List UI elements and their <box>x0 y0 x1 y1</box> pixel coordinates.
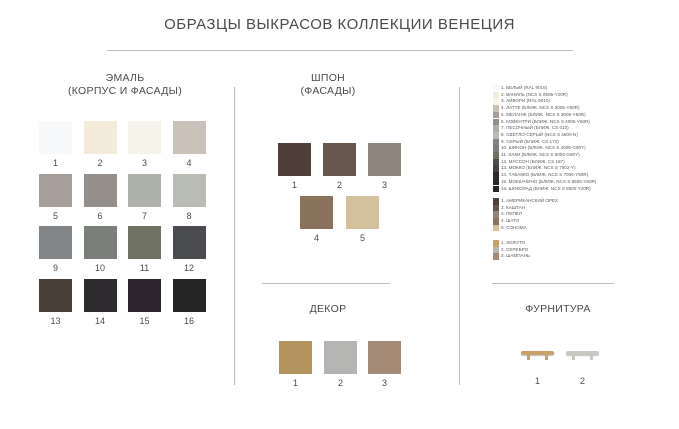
decor-divider <box>262 283 390 284</box>
enamel-swatch-number: 16 <box>183 315 194 326</box>
legend-color-chip <box>493 186 499 193</box>
legend-label: 2. КАШТАН <box>501 204 526 210</box>
legend-color-chip <box>493 105 499 112</box>
enamel-title-line2: (КОРПУС И ФАСАДЫ) <box>67 85 183 97</box>
veneer-title-line1: ШПОН <box>310 72 346 84</box>
legend-label: 12. МУССОН (БЛИЖ. CS 187) <box>501 158 565 164</box>
hardware-divider <box>492 283 614 284</box>
legend-color-chip <box>493 172 499 179</box>
legend-color-chip <box>493 165 499 172</box>
enamel-swatch-12 <box>173 226 206 259</box>
enamel-swatch-number: 3 <box>141 158 147 168</box>
enamel-swatch-number: 11 <box>139 263 150 273</box>
hardware-title: ФУРНИТУРА <box>525 303 591 315</box>
legend-color-chip <box>493 152 499 159</box>
legend-color-chip <box>493 119 499 126</box>
legend-label: 4. ШАТО <box>501 218 520 224</box>
legend-label: 5. МЕЛАНЖ (БЛИЖ. NCS S 3005-Y50R) <box>501 111 586 117</box>
decor-swatch-3 <box>368 341 401 374</box>
enamel-swatch-15 <box>128 279 161 312</box>
enamel-swatch-number: 8 <box>186 210 192 221</box>
legend-label: 15. МОККАЧИНО (БЛИЖ. NCS S 8505-Y80R) <box>501 178 597 184</box>
enamel-swatch-number: 7 <box>141 210 147 221</box>
decor-swatch-1 <box>279 341 312 374</box>
enamel-swatch-1 <box>39 121 72 154</box>
legend-color-chip <box>493 179 499 186</box>
enamel-swatch-number: 6 <box>97 210 103 221</box>
legend-label: 8. СВЕТЛО-СЕРЫЙ (NCS S 4500-N) <box>501 131 578 137</box>
divider-right <box>459 87 460 385</box>
legend-color-chip <box>493 205 499 212</box>
legend-color-chip <box>493 240 499 247</box>
hardware-number: 1 <box>534 376 540 386</box>
legend-label: 1. БЕЛЫЙ (RAL 9016) <box>501 85 548 90</box>
legend-label: 7. ПЕСОЧНЫЙ (БЛИЖ. CS 010) <box>501 125 569 131</box>
decor-swatch-number: 1 <box>292 378 298 388</box>
legend-label: 2. ВАНИЛЬ (NCS S 0505-Y20R) <box>501 91 568 97</box>
enamel-swatch-number: 1 <box>52 158 58 168</box>
legend-label: 10. ШИНОН (БЛИЖ. NCS S 4005-G80Y) <box>501 145 586 151</box>
color-legend <box>493 85 643 265</box>
enamel-swatch-number: 14 <box>94 315 105 326</box>
veneer-title-line2: (ФАСАДЫ) <box>300 85 356 97</box>
legend-color-chip <box>493 247 499 254</box>
enamel-swatch-14 <box>84 279 117 312</box>
legend-label: 3. ПЕПЕЛ <box>501 211 522 217</box>
legend-label: 6. КОВЕНТРИ (БЛИЖ. NCS S 4005-Y50R) <box>501 118 590 124</box>
divider-left <box>234 87 235 385</box>
legend-color-chip <box>493 139 499 146</box>
hardware-number: 2 <box>579 376 585 386</box>
veneer-swatch-number: 1 <box>291 180 297 190</box>
veneer-swatch-2 <box>323 143 356 176</box>
enamel-title <box>40 72 210 98</box>
legend-color-chip <box>493 132 499 139</box>
enamel-swatch-10 <box>84 226 117 259</box>
title-divider <box>107 50 573 51</box>
enamel-swatch-3 <box>128 121 161 154</box>
legend-label: 5. СОНОМА <box>501 224 527 230</box>
hardware-handle-1 <box>521 342 554 364</box>
legend-label: 16. ШОКОЛАД (БЛИЖ. NCS S 8500 Y20R) <box>501 185 591 191</box>
decor-swatch-2 <box>324 341 357 374</box>
legend-color-chip <box>493 211 499 218</box>
enamel-swatch-4 <box>173 121 206 154</box>
veneer-swatch-number: 3 <box>381 180 387 190</box>
veneer-swatch-number: 4 <box>313 233 319 243</box>
enamel-swatch-number: 10 <box>94 263 105 273</box>
enamel-swatch-9 <box>39 226 72 259</box>
legend-label: 4. ЛАТТЕ (БЛИЖ. NCS S 2005-Y50R) <box>501 105 580 111</box>
enamel-swatch-number: 4 <box>186 158 192 168</box>
enamel-swatch-number: 15 <box>139 315 150 326</box>
legend-color-chip <box>493 253 499 260</box>
decor-swatch-number: 3 <box>381 378 387 388</box>
page-title: ОБРАЗЦЫ ВЫКРАСОВ КОЛЛЕКЦИИ ВЕНЕЦИЯ <box>164 16 515 33</box>
legend-label: 3. АЙВОРИ (RAL 9010) <box>501 98 550 104</box>
enamel-swatch-7 <box>128 174 161 207</box>
legend-label: 1. АМЕРИКАНСКИЙ ОРЕХ <box>501 198 559 203</box>
enamel-swatch-number: 13 <box>50 315 61 326</box>
legend-color-chip <box>493 98 499 105</box>
veneer-swatch-3 <box>368 143 401 176</box>
enamel-swatch-11 <box>128 226 161 259</box>
legend-color-chip <box>493 92 499 99</box>
legend-label: 9. СЕРЫЙ (БЛИЖ. CS 172) <box>501 138 559 144</box>
legend-label: 14. ТАБАККО (БЛИЖ. NCS S 7005-Y50R) <box>501 172 589 178</box>
veneer-swatch-number: 5 <box>359 233 365 243</box>
legend-color-chip <box>493 85 499 92</box>
enamel-title-line1: ЭМАЛЬ <box>105 72 145 84</box>
enamel-swatch-number: 5 <box>52 210 58 221</box>
enamel-swatch-8 <box>173 174 206 207</box>
legend-color-chip <box>493 112 499 119</box>
decor-title: ДЕКОР <box>309 303 347 315</box>
legend-label: 2. СЕРЕБРО <box>501 246 529 252</box>
legend-label: 11. ХАКИ (БЛИЖ. NCS S 6005-G80Y) <box>501 152 580 157</box>
legend-color-chip <box>493 225 499 232</box>
enamel-swatch-2 <box>84 121 117 154</box>
legend-color-chip <box>493 198 499 205</box>
enamel-swatch-6 <box>84 174 117 207</box>
veneer-title <box>263 72 393 98</box>
veneer-swatch-1 <box>278 143 311 176</box>
decor-swatch-number: 2 <box>337 378 343 388</box>
enamel-swatch-13 <box>39 279 72 312</box>
legend-color-chip <box>493 218 499 225</box>
hardware-handle-2 <box>566 342 599 364</box>
veneer-swatch-number: 2 <box>336 180 342 190</box>
enamel-swatch-number: 12 <box>183 263 194 273</box>
legend-color-chip <box>493 125 499 132</box>
legend-label: 3. ШАМПАНЬ <box>501 253 530 259</box>
legend-label: 1. ЗОЛОТО <box>501 240 526 245</box>
legend-color-chip <box>493 159 499 166</box>
enamel-swatch-5 <box>39 174 72 207</box>
legend-color-chip <box>493 145 499 152</box>
enamel-swatch-number: 2 <box>97 158 103 168</box>
veneer-swatch-4 <box>300 196 333 229</box>
veneer-swatch-5 <box>346 196 379 229</box>
legend-label: 13. МОККО (БЛИЖ. NCS S 7502-Y) <box>501 165 576 171</box>
enamel-swatch-16 <box>173 279 206 312</box>
enamel-swatch-number: 9 <box>52 263 58 273</box>
